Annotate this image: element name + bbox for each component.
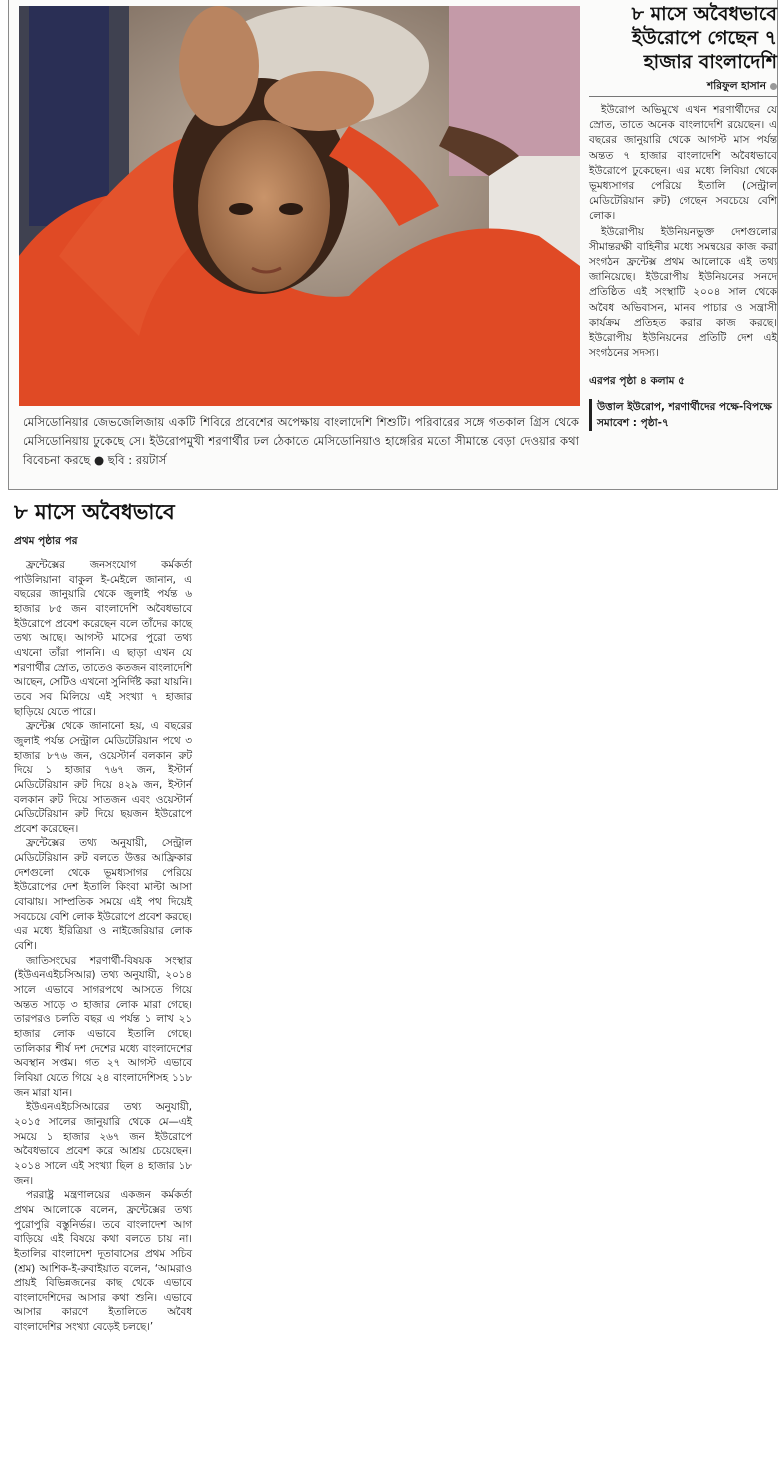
byline-name: শরিফুল হাসান — [707, 80, 766, 92]
child-photo-illustration — [19, 6, 580, 406]
credit-dot-icon: ● — [93, 453, 105, 467]
top-story-paragraph: ইউরোপীয় ইউনিয়নভুক্ত দেশগুলোর সীমান্তরক্ষী বাহিনীর মধ্যে সমন্বয়ের কাজ করা সংগঠন ফ্রন্টেক্স প্রথম আলোকে এই তথ্য জানিয়েছে। ইউরোপীয় ইউনিয়নের সনদে প্রতিষ্ঠিত এই সংস্থাটি ২০০৪ সাল থেকে অবৈধ অভিবাসন, মানব পাচার ও সন্ত্রাসী কার্যক্রম প্রতিহত করার কাজ করছে। ইউরোপীয় ইউনিয়নের প্রতিটি দেশ এই সংগঠনের সদস্য। — [589, 225, 777, 360]
byline-dot-icon — [770, 83, 777, 90]
from-page-label: প্রথম পৃষ্ঠার পর — [14, 535, 78, 547]
jump-paragraph: জাতিসংঘের শরণার্থী-বিষয়ক সংস্থার (ইউএনএইচসিআর) তথ্য অনুযায়ী, ২০১৪ সালে এভাবে সাগরপথে আসতে গিয়ে অন্তত সাড়ে ৩ হাজার লোক মারা গেছে। তারপরও চলতি বছর এ পর্যন্ত ১ লাখ ২১ হাজার লোক এভাবে ইতালি গেছে। তালিকার শীর্ষ দশ দেশের মধ্যে বাংলাদেশের অবস্থান সপ্তম। গত ২৭ আগস্ট এভাবে লিবিয়া যেতে গিয়ে ২৪ বাংলাদেশিসহ ১১৮ জন মারা যান। — [14, 954, 192, 1099]
byline — [589, 76, 777, 96]
news-photo — [19, 6, 580, 406]
related-story-link: উত্তাল ইউরোপ, শরণার্থীদের পক্ষে-বিপক্ষে সমাবেশ : পৃষ্ঠা-৭ — [589, 399, 777, 431]
photo-caption — [23, 413, 579, 470]
jump-paragraph: ফ্রন্টেক্স থেকে জানানো হয়, এ বছরের জুলাই পর্যন্ত সেন্ট্রাল মেডিটেরিয়ান পথে ৩ হাজার ৮৭৬ জন, ওয়েস্টার্ন বলকান রুট দিয়ে ১ হাজার ৭৬৭ জন, ইস্টার্ন মেডিটেরিয়ান রুট দিয়ে ৪২৯ জন, ইস্টার্ন বলকান রুট দিয়ে সাতজন এবং ওয়েস্টার্ন মেডিটেরিয়ান রুট দিয়ে ছয়জন ইউরোপে প্রবেশ করেছেন। — [14, 720, 192, 835]
caption-text: মেসিডোনিয়ার জেভজেলিজায় একটি শিবিরে প্রবেশের অপেক্ষায় বাংলাদেশি শিশুটি। পরিবারের সঙ্গে গতকাল গ্রিস থেকে মেসিডোনিয়ায় ঢুকেছে সে। ইউরোপমুখী শরণার্থীর ঢল ঠেকাতে মেসিডোনিয়াও হাঙ্গেরির মতো সীমান্তে বেড়া দেওয়ার কথা বিবেচনা করছে — [23, 415, 579, 467]
top-story-headline: ৮ মাসে অবৈধভাবে ইউরোপে গেছেন ৭ হাজার বাংলাদেশি — [631, 3, 777, 73]
jump-headline: ৮ মাসে অবৈধভাবে — [14, 499, 175, 524]
top-story-paragraph: ইউরোপ অভিমুখে এখন শরণার্থীদের যে স্রোত, তাতে অনেক বাংলাদেশি রয়েছেন। এ বছরের জানুয়ারি থেকে আগস্ট মাস পর্যন্ত অন্তত ৭ হাজার বাংলাদেশি অবৈধভাবে ইউরোপে ঢুকেছেন। এর মধ্যে লিবিয়া থেকে ভূমধ্যসাগর পেরিয়ে ইতালি (সেন্ট্রাল মেডিটেরিয়ান রুট) গেছেন সবচেয়ে বেশি লোক। — [589, 104, 777, 223]
top-story — [589, 2, 777, 431]
jump-paragraph: পররাষ্ট্র মন্ত্রণালয়ের একজন কর্মকর্তা প্রথম আলোকে বলেন, ফ্রন্টেক্সের তথ্য পুরোপুরি বস্তুনির্ভর। তবে বাংলাদেশ আগ বাড়িয়ে এই বিষয়ে কথা বলতে চায় না। ইতালির বাংলাদেশ দূতাবাসের প্রথম সচিব (শ্রম) আশিক-ই-রুবাইয়াত বলেন, ‘আমরাও প্রায়ই বিভিন্নজনের কাছ থেকে এভাবে বাংলাদেশিদের আসার কথা শুনি। এভাবে আসার কারণে ইতালিতে অবৈধ বাংলাদেশির সংখ্যা বেড়েই চলছে।’ — [14, 1189, 192, 1334]
continued-note: এরপর পৃষ্ঠা ৪ কলাম ৫ — [589, 375, 685, 388]
front-page-clipping — [8, 0, 778, 490]
divider — [589, 96, 777, 97]
jump-paragraph: ইউএনএইচসিআরের তথ্য অনুযায়ী, ২০১৫ সালের জানুয়ারি থেকে মে—এই সময়ে ১ হাজার ২৬৭ জন ইউরোপে অবৈধভাবে প্রবেশ করে আশ্রয় চেয়েছেন। ২০১৪ সালে এই সংখ্যা ছিল ৪ হাজার ১৮ জন। — [14, 1101, 192, 1187]
jump-paragraph: ফ্রন্টেক্সের তথ্য অনুযায়ী, সেন্ট্রাল মেডিটেরিয়ান রুট বলতে উত্তর আফ্রিকার দেশগুলো থেকে ভূমধ্যসাগর পেরিয়ে ইউরোপের দেশ ইতালি কিংবা মাল্টা আসা বোঝায়। সাম্প্রতিক সময়ে এই পথ দিয়েই সবচেয়ে বেশি লোক ইউরোপে প্রবেশ করছে। এর মধ্যে ইরিত্রিয়া ও নাইজেরিয়ার লোক বেশি। — [14, 837, 192, 953]
jump-story-body — [14, 558, 192, 1335]
jump-paragraph: ফ্রন্টেক্সের জনসংযোগ কর্মকর্তা পাউলিয়ানা বাকুল ই-মেইলে জানান, এ বছরের জানুয়ারি থেকে জুলাই পর্যন্ত ৬ হাজার ৮৫ জন বাংলাদেশি অবৈধভাবে ইউরোপে প্রবেশ করেছেন বলে তাঁদের কাছে তথ্য আছে। আগস্ট মাসের পুরো তথ্য এখনো তাঁরা পাননি। এ ছাড়া এখন যে শরণার্থীর স্রোত, তাতেও কতজন বাংলাদেশি আছেন, সেটিও এখনো সুনির্দিষ্ট করা যায়নি। তবে সব মিলিয়ে এই সংখ্যা ৭ হাজার ছাড়িয়ে যেতে পারে। — [14, 559, 192, 718]
jump-story — [14, 496, 192, 1335]
photo-credit: ছবি : রয়টার্স — [107, 453, 167, 467]
